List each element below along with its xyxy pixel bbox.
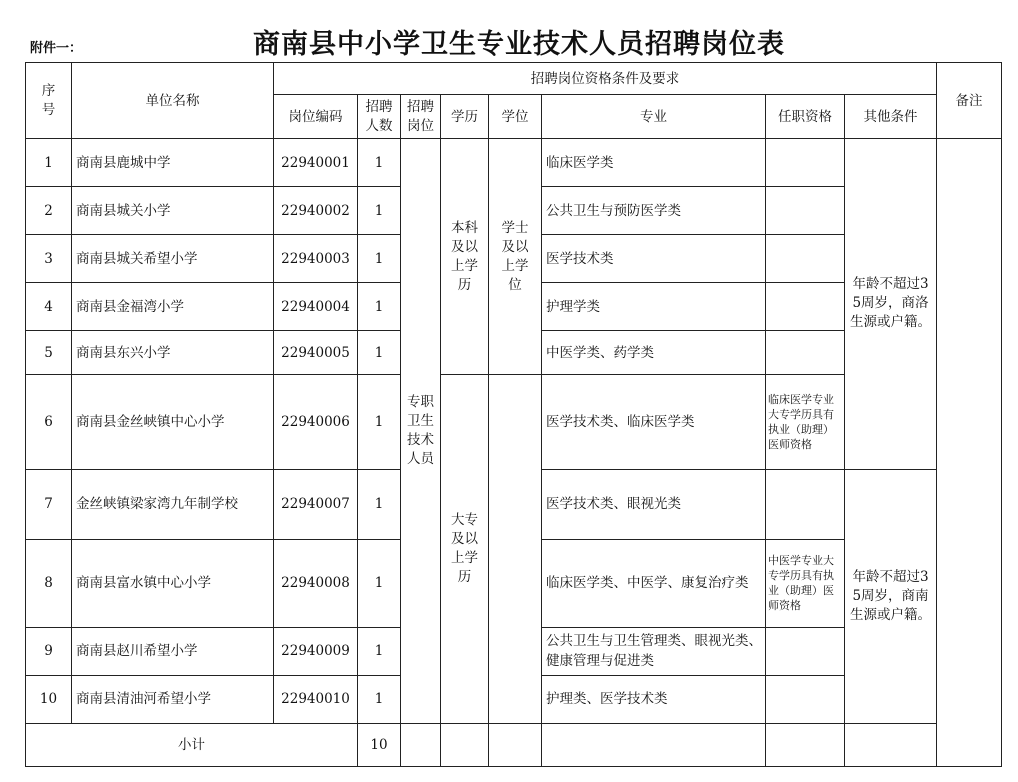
header-major: 专业: [542, 95, 766, 139]
header-count: 招聘人数: [358, 95, 401, 139]
cell-major: 中医学类、药学类: [542, 331, 766, 375]
cell-degree-merged-b: [489, 375, 542, 723]
cell-count: 1: [358, 469, 401, 539]
cell-seq: 1: [26, 139, 72, 187]
cell-count: 1: [358, 627, 401, 675]
subtotal-total: 10: [358, 723, 401, 766]
subtotal-empty: [845, 723, 937, 766]
cell-major: 公共卫生与卫生管理类、眼视光类、健康管理与促进类: [542, 627, 766, 675]
cell-major: 护理类、医学技术类: [542, 675, 766, 723]
cell-major: 临床医学类: [542, 139, 766, 187]
cell-code: 22940005: [274, 331, 358, 375]
cell-qual: [766, 675, 845, 723]
header-edu: 学历: [441, 95, 489, 139]
header-code: 岗位编码: [274, 95, 358, 139]
cell-seq: 2: [26, 187, 72, 235]
cell-unit: 商南县赵川希望小学: [72, 627, 274, 675]
header-other: 其他条件: [845, 95, 937, 139]
header-post: 招聘岗位: [401, 95, 441, 139]
cell-major: 临床医学类、中医学、康复治疗类: [542, 539, 766, 627]
subtotal-empty: [489, 723, 542, 766]
cell-count: 1: [358, 539, 401, 627]
cell-code: 22940007: [274, 469, 358, 539]
subtotal-row: [26, 723, 1002, 766]
cell-major: 医学技术类、临床医学类: [542, 375, 766, 469]
cell-major: 护理学类: [542, 283, 766, 331]
cell-seq: 9: [26, 627, 72, 675]
subtotal-empty: [766, 723, 845, 766]
header-seq: 序号: [26, 63, 72, 139]
recruitment-table: [25, 62, 1002, 767]
cell-remark-merged: [937, 139, 1002, 767]
cell-qual: [766, 331, 845, 375]
cell-qual: [766, 235, 845, 283]
cell-count: 1: [358, 331, 401, 375]
cell-major: 医学技术类: [542, 235, 766, 283]
cell-code: 22940009: [274, 627, 358, 675]
cell-qual: 中医学专业大专学历具有执业（助理）医师资格: [766, 539, 845, 627]
cell-seq: 3: [26, 235, 72, 283]
cell-edu-merged-a: 本科及以上学历: [441, 139, 489, 375]
header-unit: 单位名称: [72, 63, 274, 139]
attachment-label: 附件一：: [30, 41, 83, 56]
cell-qual: [766, 139, 845, 187]
cell-unit: 商南县城关希望小学: [72, 235, 274, 283]
cell-count: 1: [358, 283, 401, 331]
cell-qual: [766, 469, 845, 539]
cell-seq: 8: [26, 539, 72, 627]
cell-qual: [766, 627, 845, 675]
cell-count: 1: [358, 187, 401, 235]
cell-post-merged: 专职卫生技术人员: [401, 139, 441, 724]
cell-code: 22940010: [274, 675, 358, 723]
cell-count: 1: [358, 675, 401, 723]
cell-code: 22940002: [274, 187, 358, 235]
cell-unit: 金丝峡镇梁家湾九年制学校: [72, 469, 274, 539]
cell-seq: 5: [26, 331, 72, 375]
cell-code: 22940004: [274, 283, 358, 331]
cell-seq: 7: [26, 469, 72, 539]
header-group: 招聘岗位资格条件及要求: [274, 63, 937, 95]
cell-unit: 商南县金福湾小学: [72, 283, 274, 331]
cell-count: 1: [358, 375, 401, 469]
cell-unit: 商南县鹿城中学: [72, 139, 274, 187]
cell-count: 1: [358, 139, 401, 187]
subtotal-label: 小计: [26, 723, 358, 766]
cell-code: 22940006: [274, 375, 358, 469]
cell-count: 1: [358, 235, 401, 283]
cell-major: 公共卫生与预防医学类: [542, 187, 766, 235]
cell-unit: 商南县城关小学: [72, 187, 274, 235]
header-qual: 任职资格: [766, 95, 845, 139]
header-remark: 备注: [937, 63, 1002, 139]
cell-qual: [766, 283, 845, 331]
cell-major: 医学技术类、眼视光类: [542, 469, 766, 539]
cell-seq: 4: [26, 283, 72, 331]
table-row: [26, 139, 1002, 187]
cell-qual: 临床医学专业大专学历具有执业（助理）医师资格: [766, 375, 845, 469]
cell-code: 22940008: [274, 539, 358, 627]
cell-code: 22940003: [274, 235, 358, 283]
cell-qual: [766, 187, 845, 235]
subtotal-empty: [401, 723, 441, 766]
cell-other-merged-b: 年龄不超过35周岁，商南生源或户籍。: [845, 469, 937, 723]
cell-unit: 商南县清油河希望小学: [72, 675, 274, 723]
page-title: 商南县中小学卫生专业技术人员招聘岗位表: [253, 29, 785, 60]
cell-edu-merged-b: 大专及以上学历: [441, 375, 489, 723]
cell-other-merged-a: 年龄不超过35周岁，商洛生源或户籍。: [845, 139, 937, 469]
header-degree: 学位: [489, 95, 542, 139]
cell-seq: 10: [26, 675, 72, 723]
subtotal-empty: [441, 723, 489, 766]
subtotal-empty: [542, 723, 766, 766]
cell-unit: 商南县金丝峡镇中心小学: [72, 375, 274, 469]
cell-unit: 商南县富水镇中心小学: [72, 539, 274, 627]
cell-seq: 6: [26, 375, 72, 469]
cell-code: 22940001: [274, 139, 358, 187]
cell-degree-merged-a: 学士及以上学位: [489, 139, 542, 375]
cell-unit: 商南县东兴小学: [72, 331, 274, 375]
